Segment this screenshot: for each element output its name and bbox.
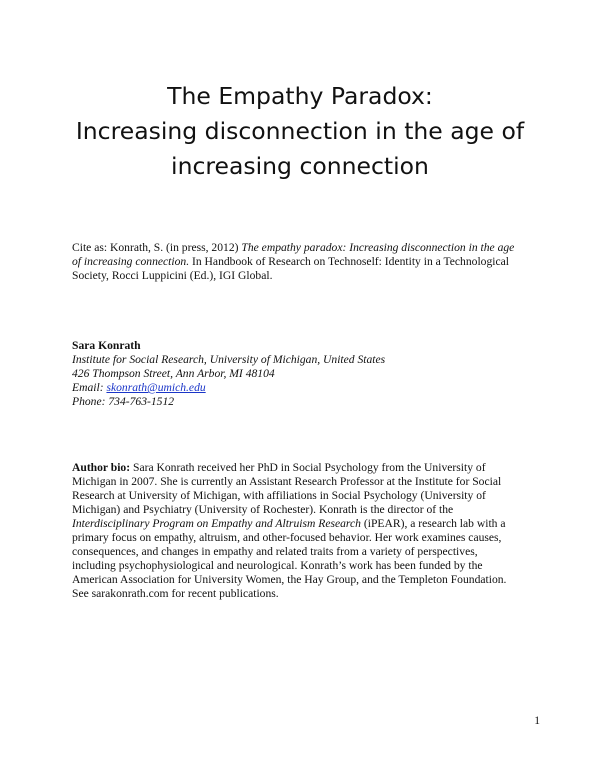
author-name: Sara Konrath <box>72 339 141 352</box>
citation-prefix: Cite as: Konrath, S. (in press, 2012) <box>72 241 242 254</box>
bio-line-4: Michigan) and Psychiatry (University of Rochester). Konrath is the director of the <box>72 503 454 516</box>
citation-line-1 <box>72 241 542 255</box>
bio-line-8: including psychophysiological and neurological. Konrath’s work has been funded by the <box>72 559 483 572</box>
author-address: 426 Thompson Street, Ann Arbor, MI 48104 <box>72 367 275 380</box>
bio-line-7: consequences, and changes in empathy and related traits from a variety of perspectives, <box>72 545 478 558</box>
email-link[interactable]: skonrath@umich.edu <box>106 381 206 394</box>
citation-title-italic-2: of increasing connection. <box>72 255 190 268</box>
citation-line-2 <box>72 255 542 269</box>
title-line-2: Increasing disconnection in the age of <box>75 117 525 145</box>
bio-line-5 <box>72 517 542 531</box>
bio-line-6: primary focus on empathy, altruism, and other-focused behavior. Her work examines causes, <box>72 531 502 544</box>
paper-title <box>40 79 560 184</box>
bio-line-3: Research at University of Michigan, with affiliations in Social Psychology (University of <box>72 489 486 502</box>
bio-line-10: See sarakonrath.com for recent publications. <box>72 587 279 600</box>
bio-text-5: (iPEAR), a research lab with a <box>360 517 506 530</box>
author-bio <box>72 461 542 601</box>
bio-label: Author bio: <box>72 461 131 474</box>
citation <box>72 241 542 283</box>
author-block <box>72 339 542 409</box>
citation-title-italic-1: The empathy paradox: Increasing disconnection in the age <box>241 241 515 254</box>
bio-line-9: American Association for University Women, the Hay Group, and the Templeton Foundation. <box>72 573 507 586</box>
bio-program-name: Interdisciplinary Program on Empathy and Altruism Research <box>72 517 361 530</box>
bio-line-1 <box>72 461 542 475</box>
bio-line-2: Michigan in 2007. She is currently an Assistant Research Professor at the Institute for Social <box>72 475 502 488</box>
bio-text-1: Sara Konrath received her PhD in Social Psychology from the University of <box>130 461 486 474</box>
citation-line-3: Society, Rocci Luppicini (Ed.), IGI Global. <box>72 269 273 282</box>
title-line-3: increasing connection <box>171 152 429 180</box>
author-phone: Phone: 734-763-1512 <box>72 395 175 408</box>
author-email-line <box>72 381 542 395</box>
citation-rest-1: In Handbook of Research on Technoself: Identity in a Technological <box>189 255 509 268</box>
title-line-1: The Empathy Paradox: <box>167 82 433 110</box>
page-number: 1 <box>534 714 540 727</box>
email-label: Email: <box>72 381 107 394</box>
author-affiliation: Institute for Social Research, University of Michigan, United States <box>72 353 386 366</box>
